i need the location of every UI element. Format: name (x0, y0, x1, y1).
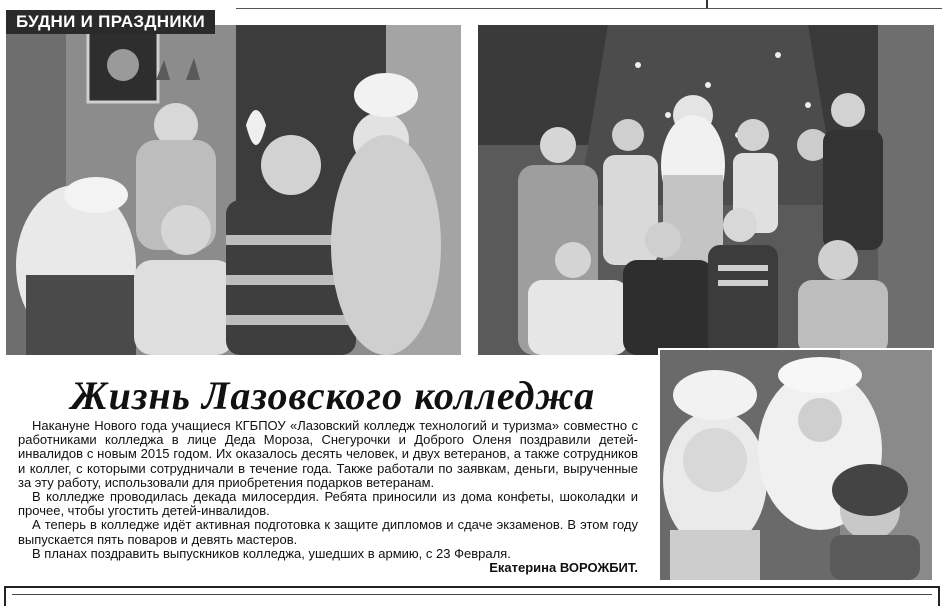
next-article-rule (12, 594, 932, 595)
top-rule (236, 8, 942, 9)
top-divider-tick (706, 0, 708, 8)
next-article-frame (4, 586, 940, 606)
article-headline: Жизнь Лазовского колледжа (70, 373, 596, 418)
article-body (18, 419, 638, 575)
article-author: Екатерина ВОРОЖБИТ. (489, 560, 638, 576)
photo-group-at-christmas-tree (478, 25, 934, 355)
article-paragraph: В планах поздравить выпускников колледжа, ушедших в армию, с 23 Февраля. (32, 545, 511, 561)
photo-ded-moroz-with-children (6, 25, 461, 355)
photo-snegurochka-ded-moroz-girl (658, 348, 934, 582)
rubric-label: БУДНИ И ПРАЗДНИКИ (6, 10, 215, 34)
article-paragraph: Накануне Нового года учащиеся КГБПОУ «Лазовский колледж технологий и туризма» совместно с работниками колледжа в лице Деда Мороза, Снегурочки и Доброго Оленя поздравили детей-инвалидов с новым 2015 годом. Их оказалось десять человек, и двух ветеранов, а также сотрудников и коллег, с которыми сотрудничали в течение года. Также работали по заявкам, деньги, вырученные за эту работу, использовали для приобретения подарков ветеранам. (18, 418, 638, 490)
article-paragraph: В колледже проводилась декада милосердия. Ребята приносили из дома конфеты, шоколадки и прочее, чтобы угостить детей-инвалидов. (18, 489, 638, 519)
article-paragraph: А теперь в колледже идёт активная подготовка к защите дипломов и сдаче экзаменов. В этом году выпускается пять поваров и девять мастеров. (18, 517, 638, 547)
